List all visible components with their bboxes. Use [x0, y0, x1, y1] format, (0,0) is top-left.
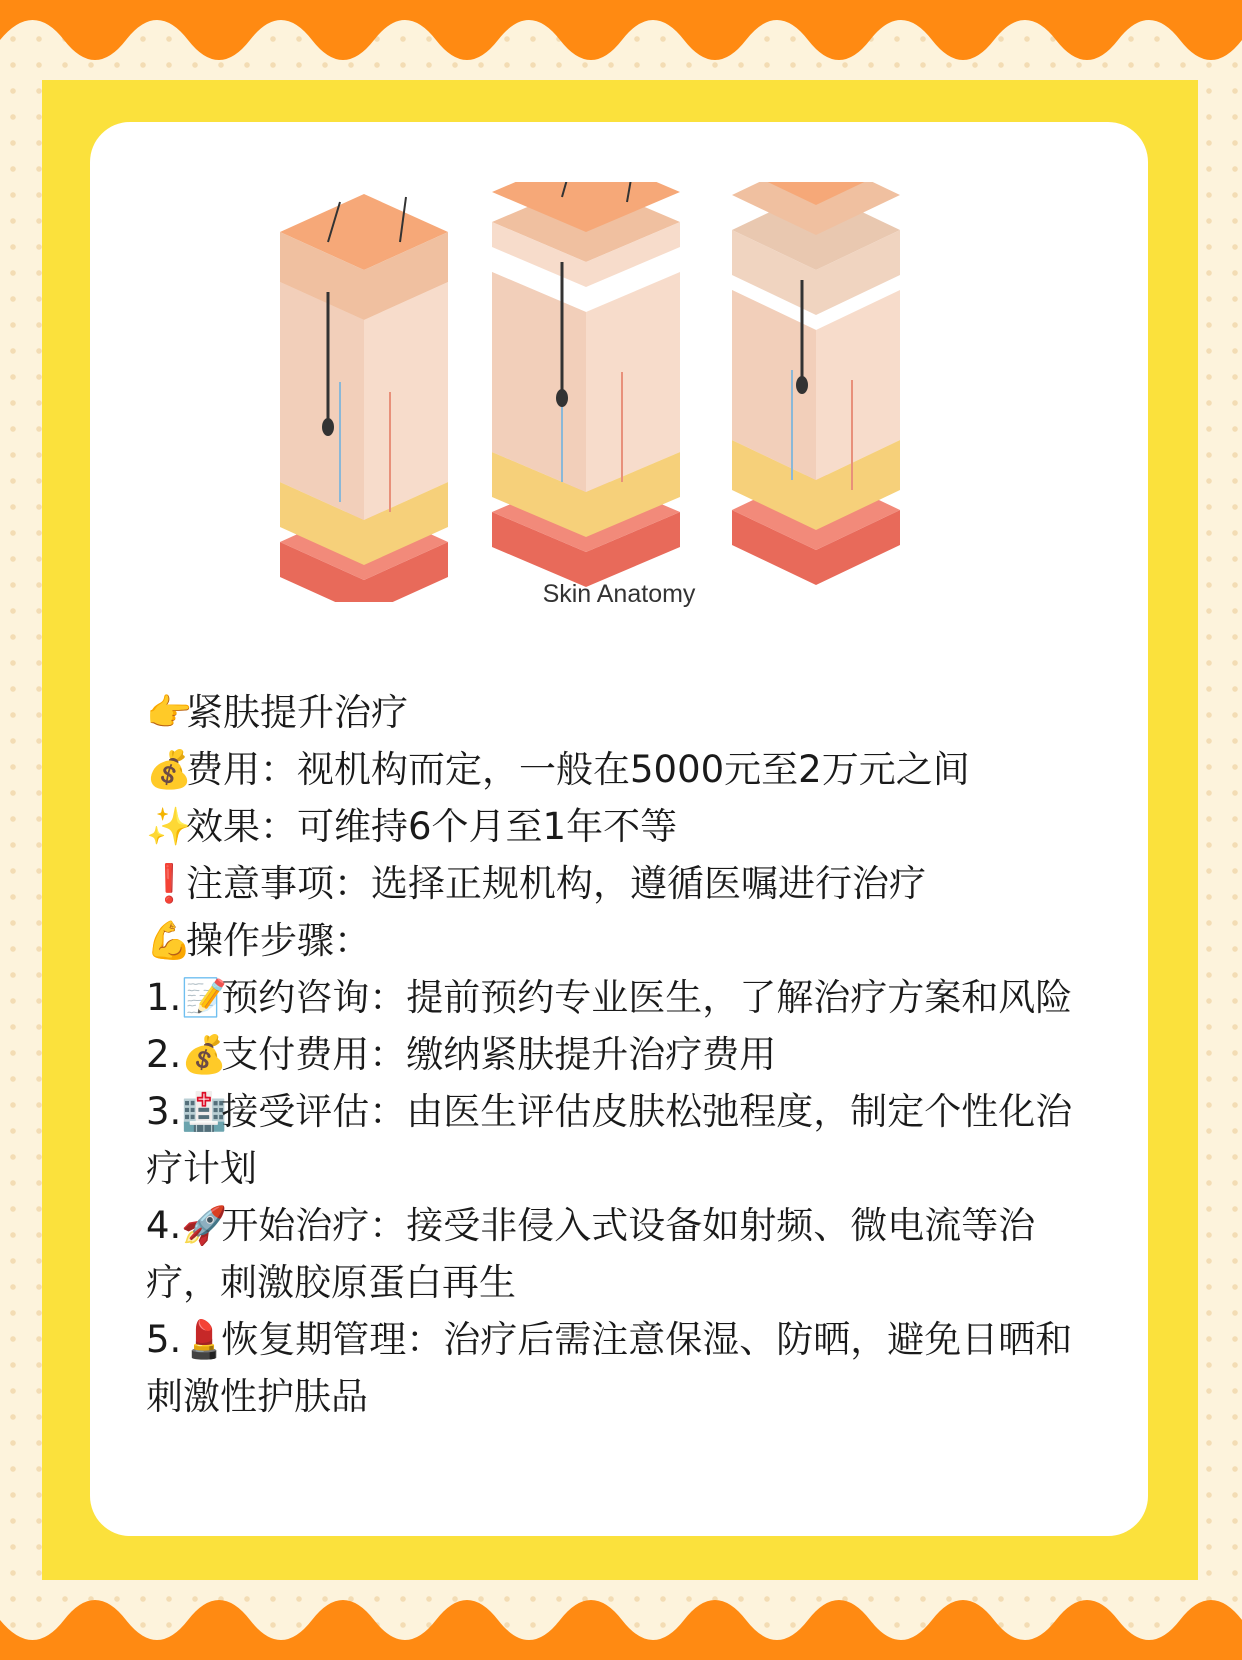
step-item — [146, 1197, 1106, 1311]
step-text: 接受评估：由医生评估皮肤松弛程度，制定个性化治疗计划 — [146, 1090, 1073, 1190]
rocket-icon: 🚀 — [181, 1204, 228, 1247]
step-number: 3. — [146, 1090, 182, 1133]
cost-text: 费用：视机构而定，一般在5000元至2万元之间 — [186, 748, 970, 791]
steps-heading — [146, 912, 1106, 969]
treatment-info — [146, 684, 1106, 1425]
money-bag-icon: 💰 — [181, 1033, 228, 1076]
skin-block-3 — [732, 182, 900, 585]
exclamation-icon: ❗ — [146, 862, 193, 905]
pointing-hand-icon: 👉 — [146, 691, 193, 734]
steps-heading-text: 操作步骤： — [186, 919, 371, 962]
step-item — [146, 1026, 1106, 1083]
hospital-icon: 🏥 — [181, 1090, 228, 1133]
notice-line — [146, 855, 1106, 912]
effect-line — [146, 798, 1106, 855]
flexed-biceps-icon: 💪 — [146, 919, 193, 962]
notice-text: 注意事项：选择正规机构，遵循医嘱进行治疗 — [186, 862, 926, 905]
illustration-caption: Skin Anatomy — [542, 580, 696, 608]
yellow-frame — [42, 80, 1198, 1580]
step-text: 预约咨询：提前预约专业医生，了解治疗方案和风险 — [221, 976, 1073, 1019]
title-text: 紧肤提升治疗 — [186, 691, 408, 734]
step-number: 2. — [146, 1033, 182, 1076]
step-item — [146, 1083, 1106, 1197]
step-item — [146, 1311, 1106, 1425]
sparkles-icon: ✨ — [146, 805, 193, 848]
title-line — [146, 684, 1106, 741]
content-card — [90, 122, 1148, 1536]
bottom-wave-border — [0, 1570, 1242, 1660]
skin-block-2 — [492, 182, 680, 587]
money-bag-icon: 💰 — [146, 748, 193, 791]
skin-anatomy-illustration — [280, 182, 960, 602]
memo-icon: 📝 — [181, 976, 228, 1019]
top-wave-border — [0, 0, 1242, 90]
step-number: 4. — [146, 1204, 182, 1247]
step-text: 支付费用：缴纳紧肤提升治疗费用 — [221, 1033, 777, 1076]
lipstick-icon: 💄 — [181, 1318, 228, 1361]
cost-line — [146, 741, 1106, 798]
step-number: 5. — [146, 1318, 182, 1361]
step-number: 1. — [146, 976, 182, 1019]
step-item — [146, 969, 1106, 1026]
step-text: 开始治疗：接受非侵入式设备如射频、微电流等治疗，刺激胶原蛋白再生 — [146, 1204, 1036, 1304]
effect-text: 效果：可维持6个月至1年不等 — [186, 805, 678, 848]
skin-block-1 — [280, 194, 448, 602]
step-text: 恢复期管理：治疗后需注意保湿、防晒，避免日晒和刺激性护肤品 — [146, 1318, 1073, 1418]
